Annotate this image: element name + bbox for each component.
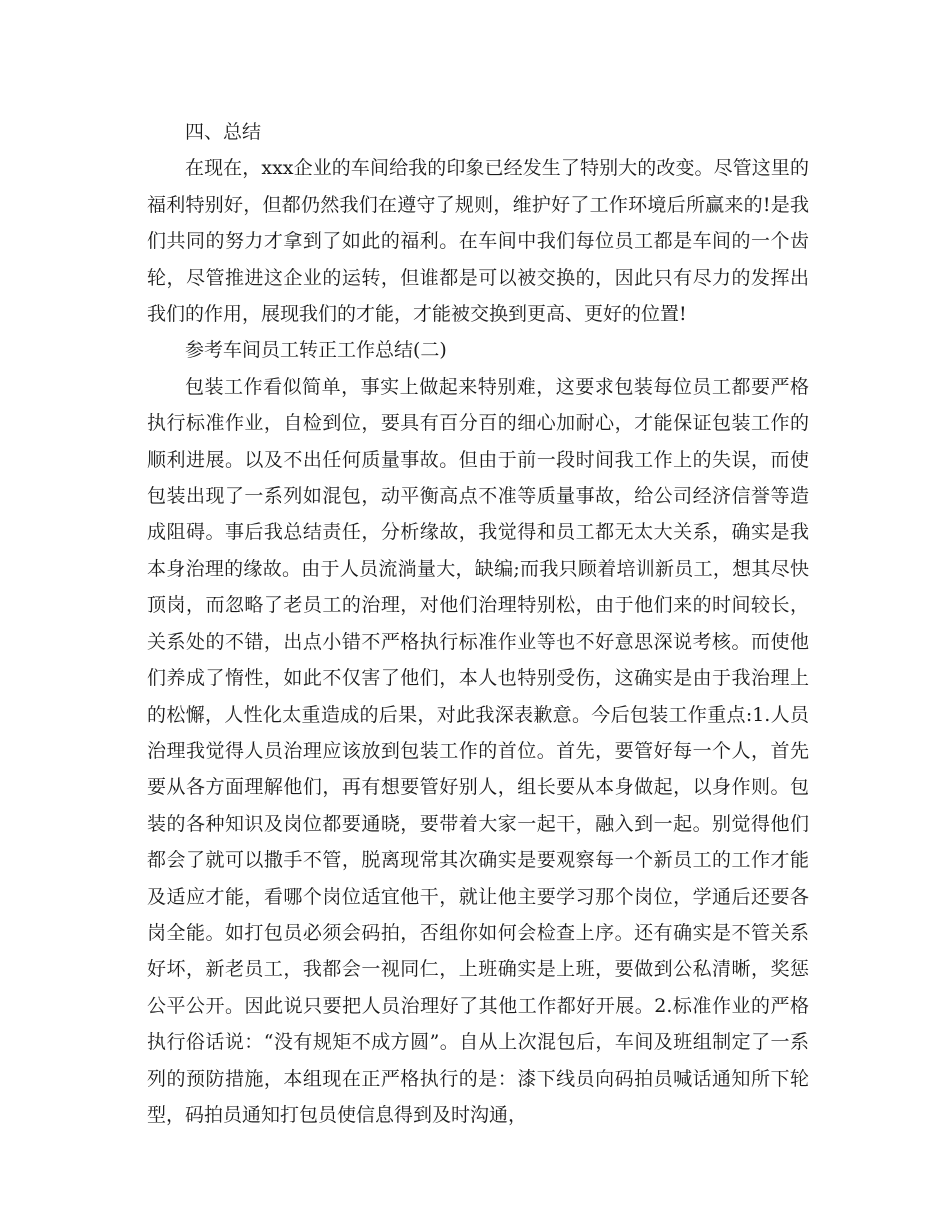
document-subtitle: 参考车间员工转正工作总结(二)	[185, 339, 447, 362]
document-body	[147, 114, 809, 1133]
paragraph-packaging: 包装工作看似简单，事实上做起来特别难，这要求包装每位员工都要严格执行标准作业，自检到位，要具有百分百的细心加耐心，才能保证包装工作的顺利进展。以及不出任何质量事故。但由于前一段时间我工作上的失误，而使包装出现了一系列如混包，动平衡高点不准等质量事故，给公司经济信誉等造成阻碍。事后我总结责任，分析缘故，我觉得和员工都无太大关系，确实是我本身治理的缘故。由于人员流淌量大，缺编;而我只顾着培训新员工，想其尽快顶岗，而忽略了老员工的治理，对他们治理特别松，由于他们来的时间较长，关系处的不错，出点小错不严格执行标准作业等也不好意思深说考核。而使他们养成了惰性，如此不仅害了他们，本人也特别受伤，这确实是由于我治理上的松懈，人性化太重造成的后果，对此我深表歉意。今后包装工作重点:1.人员治理我觉得人员治理应该放到包装工作的首位。首先，要管好每一个人，首先要从各方面理解他们，再有想要管好别人，组长要从本身做起，以身作则。包装的各种知识及岗位都要通晓，要带着大家一起干，融入到一起。别觉得他们都会了就可以撒手不管，脱离现常其次确实是要观察每一个新员工的工作才能及适应才能，看哪个岗位适宜他干，就让他主要学习那个岗位，学通后还要各岗全能。如打包员必须会码拍，否组你如何会检查上序。还有确实是不管关系好坏，新老员工，我都会一视同仁，上班确实是上班，要做到公私清晰，奖惩公平公开。因此说只要把人员治理好了其他工作都好开展。2.标准作业的严格执行俗话说：“没有规矩不成方圆”。自从上次混包后，车间及班组制定了一系列的预防措施，本组现在正严格执行的是：漆下线员向码拍员喊话通知所下轮型，码拍员通知打包员使信息得到及时沟通，	[147, 375, 809, 1126]
paragraph-conclusion: 在现在，xxx企业的车间给我的印象已经发生了特别大的改变。尽管这里的福利特别好，但都仍然我们在遵守了规则，维护好了工作环境后所赢来的!是我们共同的努力才拿到了如此的福利。在车间中我们每位员工都是车间的一个齿轮，尽管推进这企业的运转，但谁都是可以被交换的，因此只有尽力的发挥出我们的作用，展现我们的才能，才能被交换到更高、更好的位置!	[147, 157, 809, 326]
section-heading: 四、总结	[185, 121, 262, 143]
